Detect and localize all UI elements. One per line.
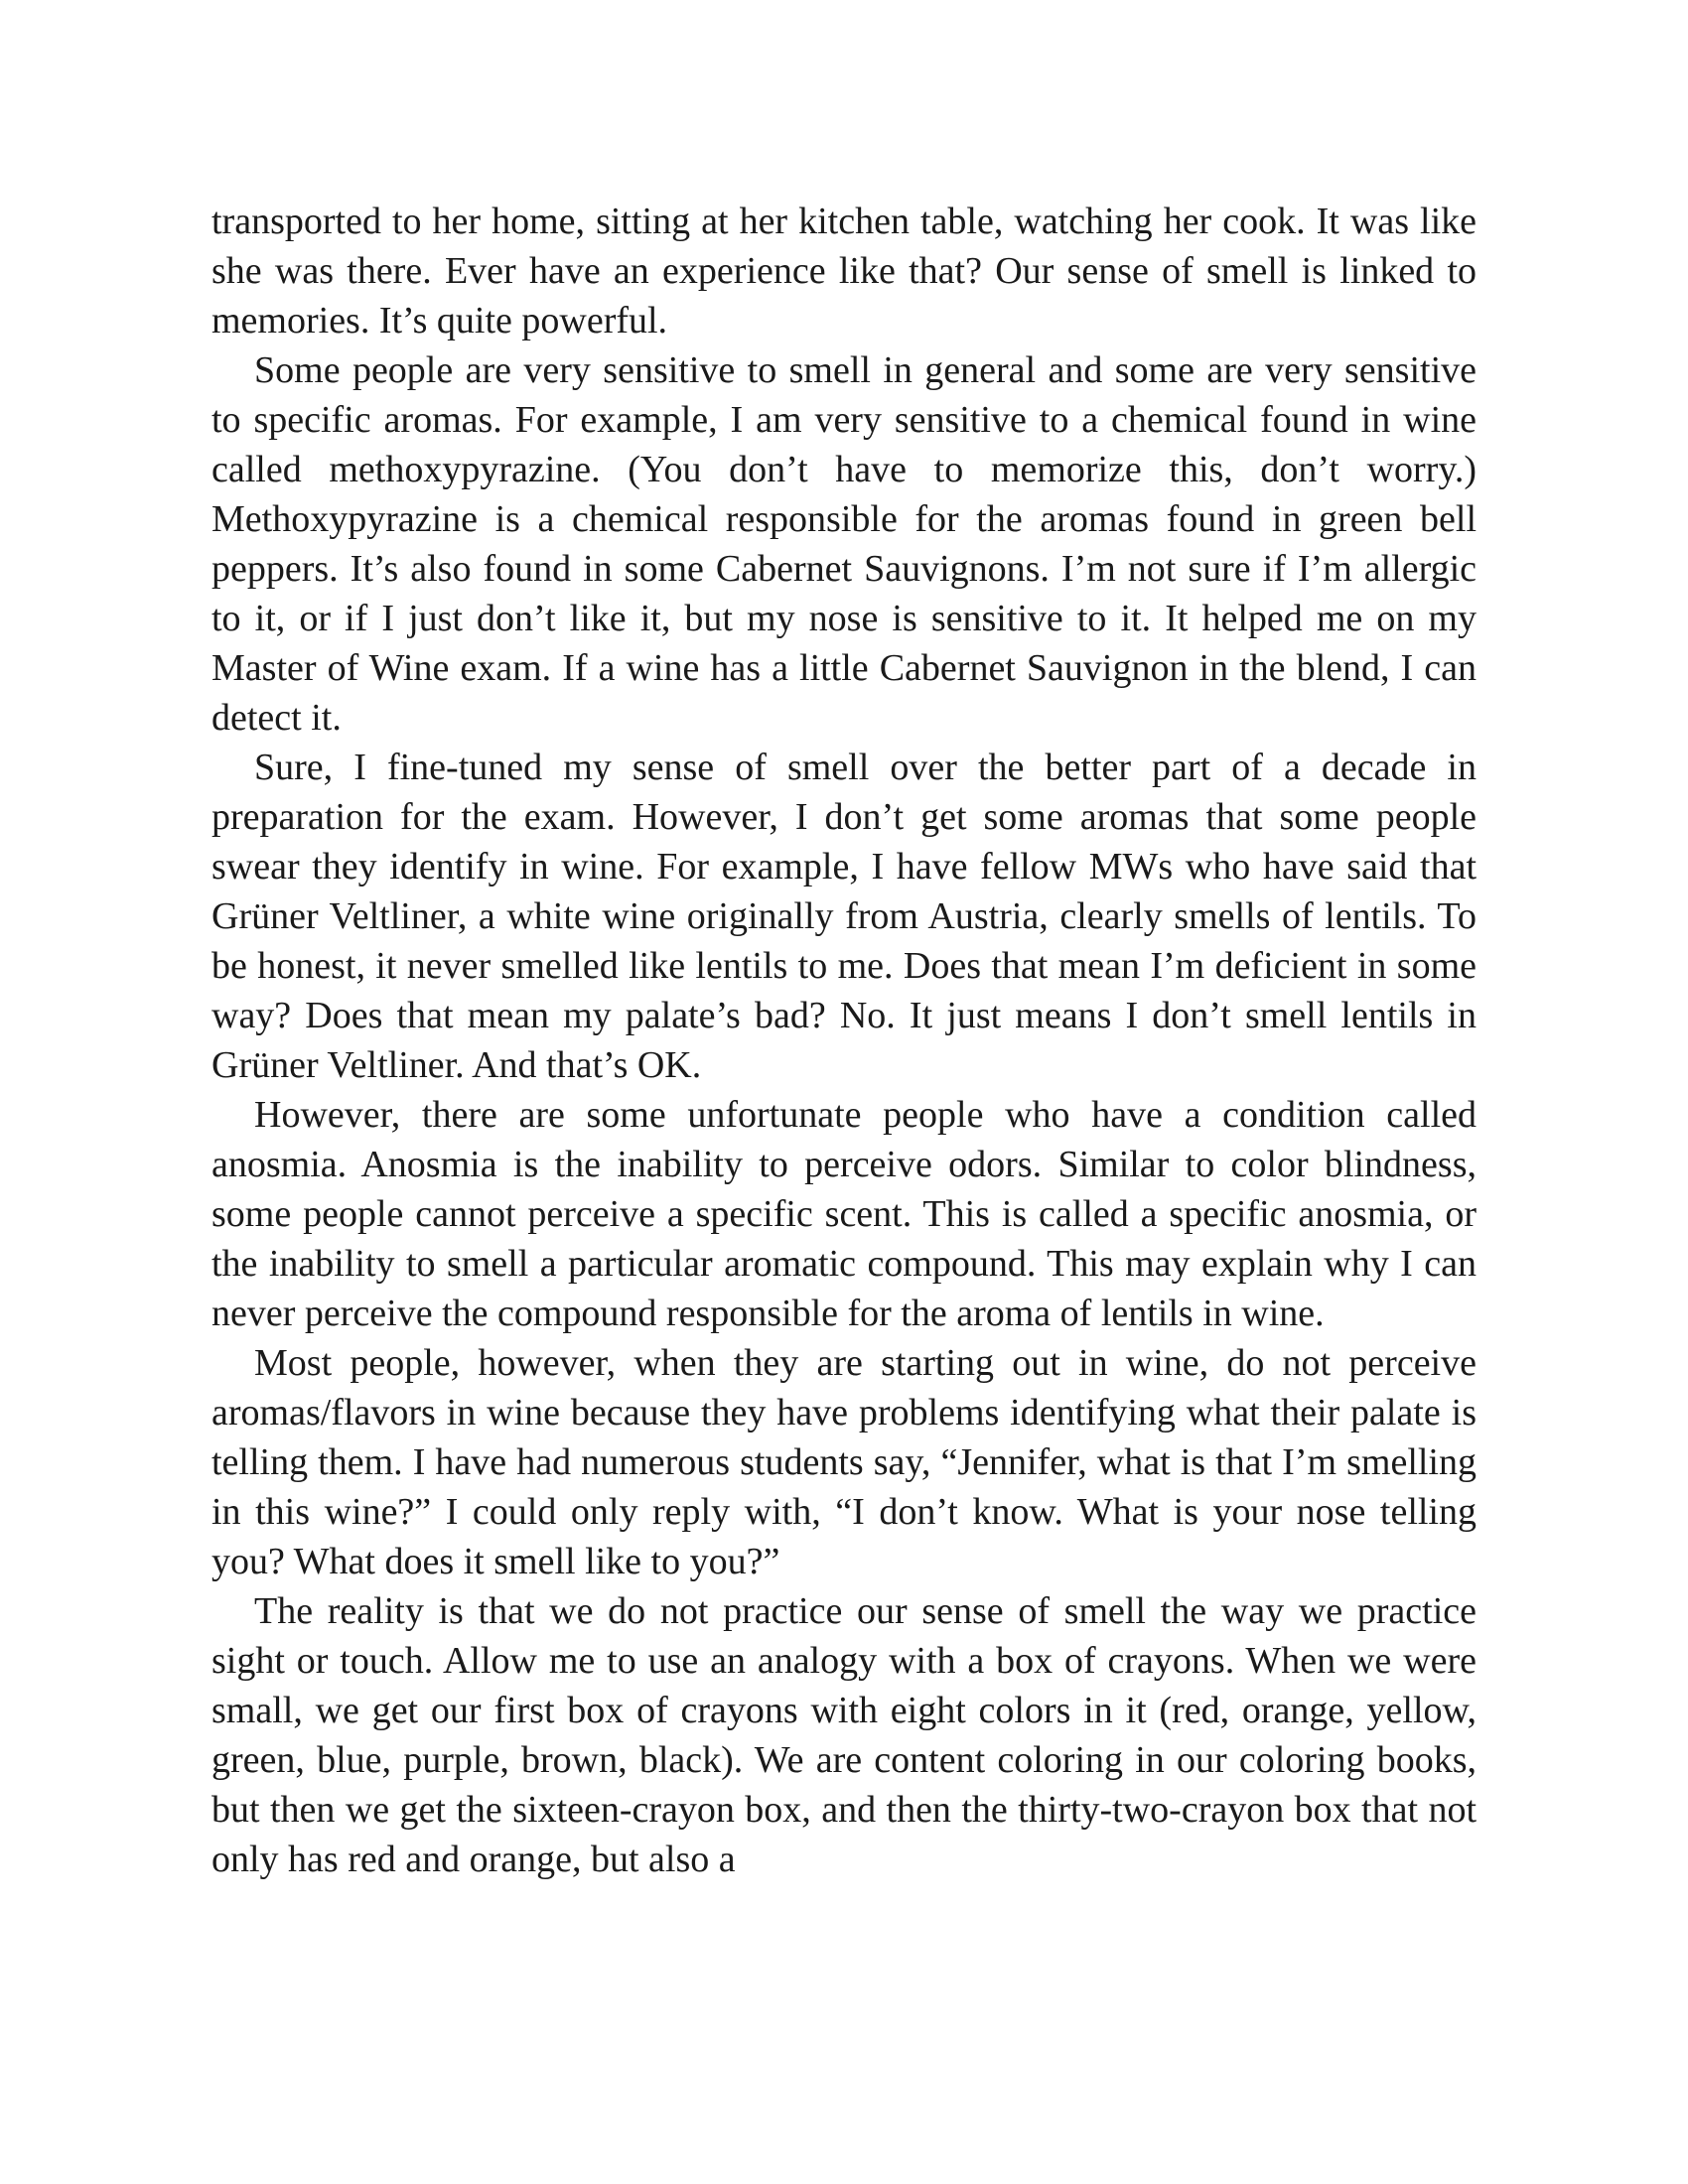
paragraph-1: transported to her home, sitting at her kitchen table, watching her cook. It was like she was there. Ever have an experience like that? Our sense of smell is linked to memories. It’s quite powerful. [211, 201, 1477, 341]
paragraph-4: However, there are some unfortunate people who have a condition called anosmia. Anosmia is the inability to perceive odors. Similar to color blindness, some people cannot perceive a specific scent. This is called a specific anosmia, or the inability to smell a particular aromatic compound. This may explain why I can never perceive the compound responsible for the aroma of lentils in wine. [211, 1094, 1477, 1334]
paragraph-6: The reality is that we do not practice our sense of smell the way we practice sight or touch. Allow me to use an analogy with a box of crayons. When we were small, we get our first box of crayons with eight colors in it (red, orange, yellow, green, blue, purple, brown, black). We are content coloring in our coloring books, but then we get the sixteen-crayon box, and then the thirty-two-crayon box that not only has red and orange, but also a [211, 1590, 1477, 1880]
paragraph-2: Some people are very sensitive to smell in general and some are very sensitive to specific aromas. For example, I am very sensitive to a chemical found in wine called methoxypyrazine. (You don’t have to memorize this, don’t worry.) Methoxypyrazine is a chemical responsible for the aromas found in green bell peppers. It’s also found in some Cabernet Sauvignons. I’m not sure if I’m allergic to it, or if I just don’t like it, but my nose is sensitive to it. It helped me on my Master of Wine exam. If a wine has a little Cabernet Sauvignon in the blend, I can detect it. [211, 349, 1477, 739]
paragraph-3: Sure, I fine-tuned my sense of smell over the better part of a decade in preparation for the exam. However, I don’t get some aromas that some people swear they identify in wine. For example, I have fellow MWs who have said that Grüner Veltliner, a white wine originally from Austria, clearly smells of lentils. To be honest, it never smelled like lentils to me. Does that mean I’m deficient in some way? Does that mean my palate’s bad? No. It just means I don’t smell lentils in Grüner Veltliner. And that’s OK. [211, 747, 1477, 1086]
page-body [211, 197, 1477, 1884]
paragraph-5: Most people, however, when they are starting out in wine, do not perceive aromas/flavors in wine because they have problems identifying what their palate is telling them. I have had numerous students say, “Jennifer, what is that I’m smelling in this wine?” I could only reply with, “I don’t know. What is your nose telling you? What does it smell like to you?” [211, 1342, 1477, 1582]
